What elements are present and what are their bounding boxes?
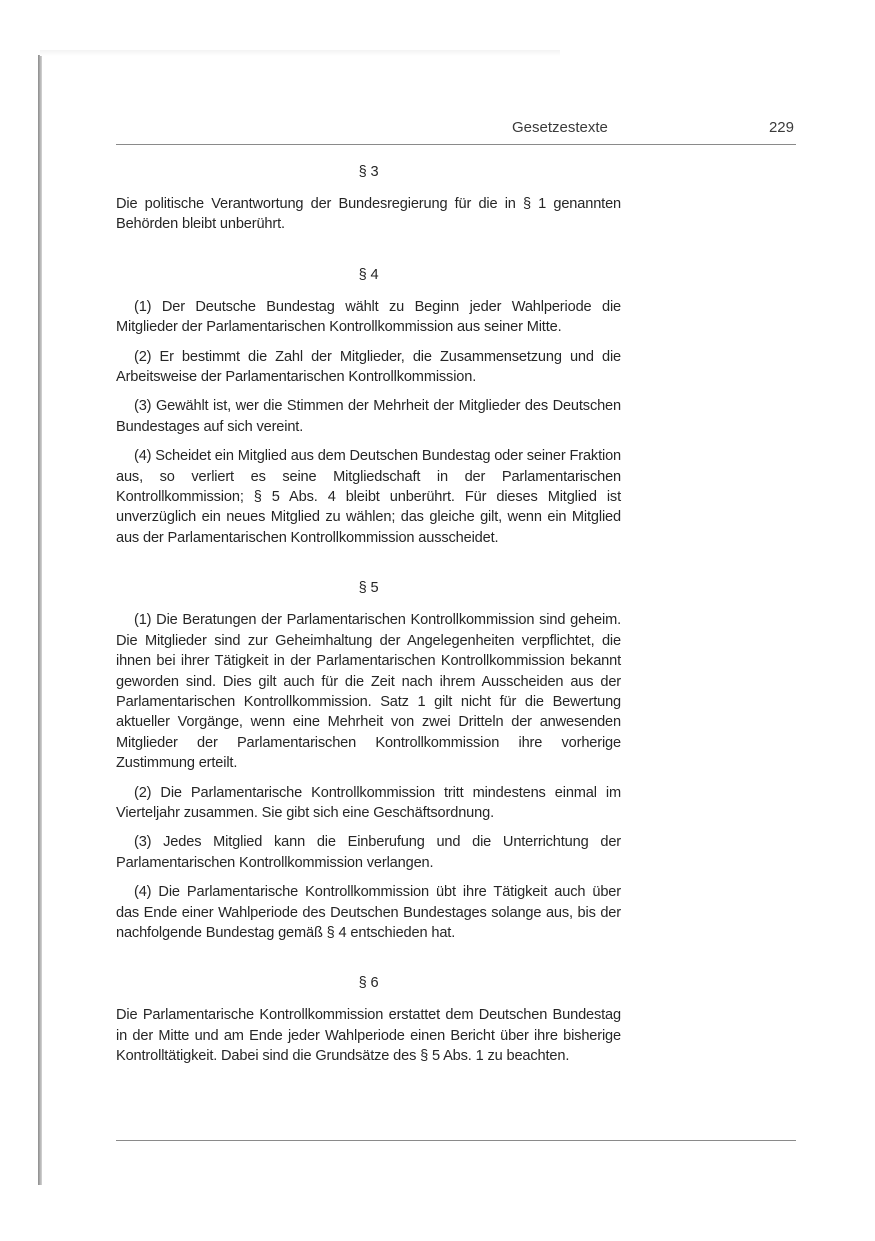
paragraph: Die politische Verantwortung der Bundesregierung für die in § 1 genannten Behörden bleibt unberührt.	[116, 196, 621, 233]
section-heading: § 3	[358, 164, 379, 180]
paragraph: (3) Jedes Mitglied kann die Einberufung und die Unterrichtung der Parlamentarischen Kontrollkommission verlangen.	[116, 834, 621, 871]
section-heading: § 4	[358, 266, 379, 283]
section-6	[116, 971, 621, 1066]
paragraph: (2) Er bestimmt die Zahl der Mitglieder, die Zusammensetzung und die Arbeitsweise der Parlamentarischen Kontrollkommission.	[116, 348, 621, 386]
section-5	[116, 576, 621, 943]
section-heading: § 6	[358, 975, 379, 992]
paragraph: Die Parlamentarische Kontrollkommission erstattet dem Deutschen Bundestag in der Mitte und am Ende jeder Wahlperiode einen Bericht über ihre bisherige Kontrolltätigkeit. Dabei sind die Grundsätze des § 5 Abs. 1 zu beachten.	[116, 1007, 621, 1065]
running-header	[116, 117, 796, 143]
section-heading: § 5	[358, 580, 379, 597]
page-number: 229	[768, 119, 794, 136]
document-body	[116, 160, 621, 1076]
paragraph: (4) Die Parlamentarische Kontrollkommission übt ihre Tätigkeit auch über das Ende einer Wahlperiode des Deutschen Bundestages solange aus, bis der nachfolgende Bundestag gemäß § 4 entschieden hat.	[116, 884, 621, 941]
paragraph: (3) Gewählt ist, wer die Stimmen der Mehrheit der Mitglieder des Deutschen Bundestages auf sich vereint.	[116, 398, 621, 435]
scan-top-shadow	[40, 50, 560, 56]
paragraph: (2) Die Parlamentarische Kontrollkommission tritt mindestens einmal im Vierteljahr zusammen. Sie gibt sich eine Geschäftsordnung.	[116, 784, 621, 821]
running-header-title: Gesetzestexte	[512, 119, 608, 136]
section-4	[116, 263, 621, 548]
scan-edge-shadow	[38, 55, 42, 1185]
paragraph: (4) Scheidet ein Mitglied aus dem Deutschen Bundestag oder seiner Fraktion aus, so verliert es seine Mitgliedschaft in der Parlamentarischen Kontrollkommission; § 5 Abs. 4 bleibt unberührt. Für dieses Mitglied ist unverzüglich ein neues Mitglied zu wählen; das gleiche gilt, wenn ein Mitglied aus der Parlamentarischen Kontrollkommission ausscheidet.	[116, 448, 621, 546]
paragraph: (1) Der Deutsche Bundestag wählt zu Beginn jeder Wahlperiode die Mitglieder der Parlamentarischen Kontrollkommission aus seiner Mitte.	[116, 298, 621, 336]
section-3	[116, 160, 621, 235]
paragraph: (1) Die Beratungen der Parlamentarischen Kontrollkommission sind geheim. Die Mitglieder sind zur Geheimhaltung der Angelegenheiten verpflichtet, die ihnen bei ihrer Tätigkeit in der Parlamentarischen Kontrollkommission bekannt geworden sind. Dies gilt auch für die Zeit nach ihrem Ausscheiden aus der Parlamentarischen Kontrollkommission. Satz 1 gilt nicht für die Bewertung aktueller Vorgänge, wenn eine Mehrheit von zwei Dritteln der anwesenden Mitglieder der Parlamentarischen Kontrollkommission ihre vorherige Zustimmung erteilt.	[116, 612, 621, 772]
footer-rule	[116, 1140, 796, 1141]
header-rule	[116, 144, 796, 145]
